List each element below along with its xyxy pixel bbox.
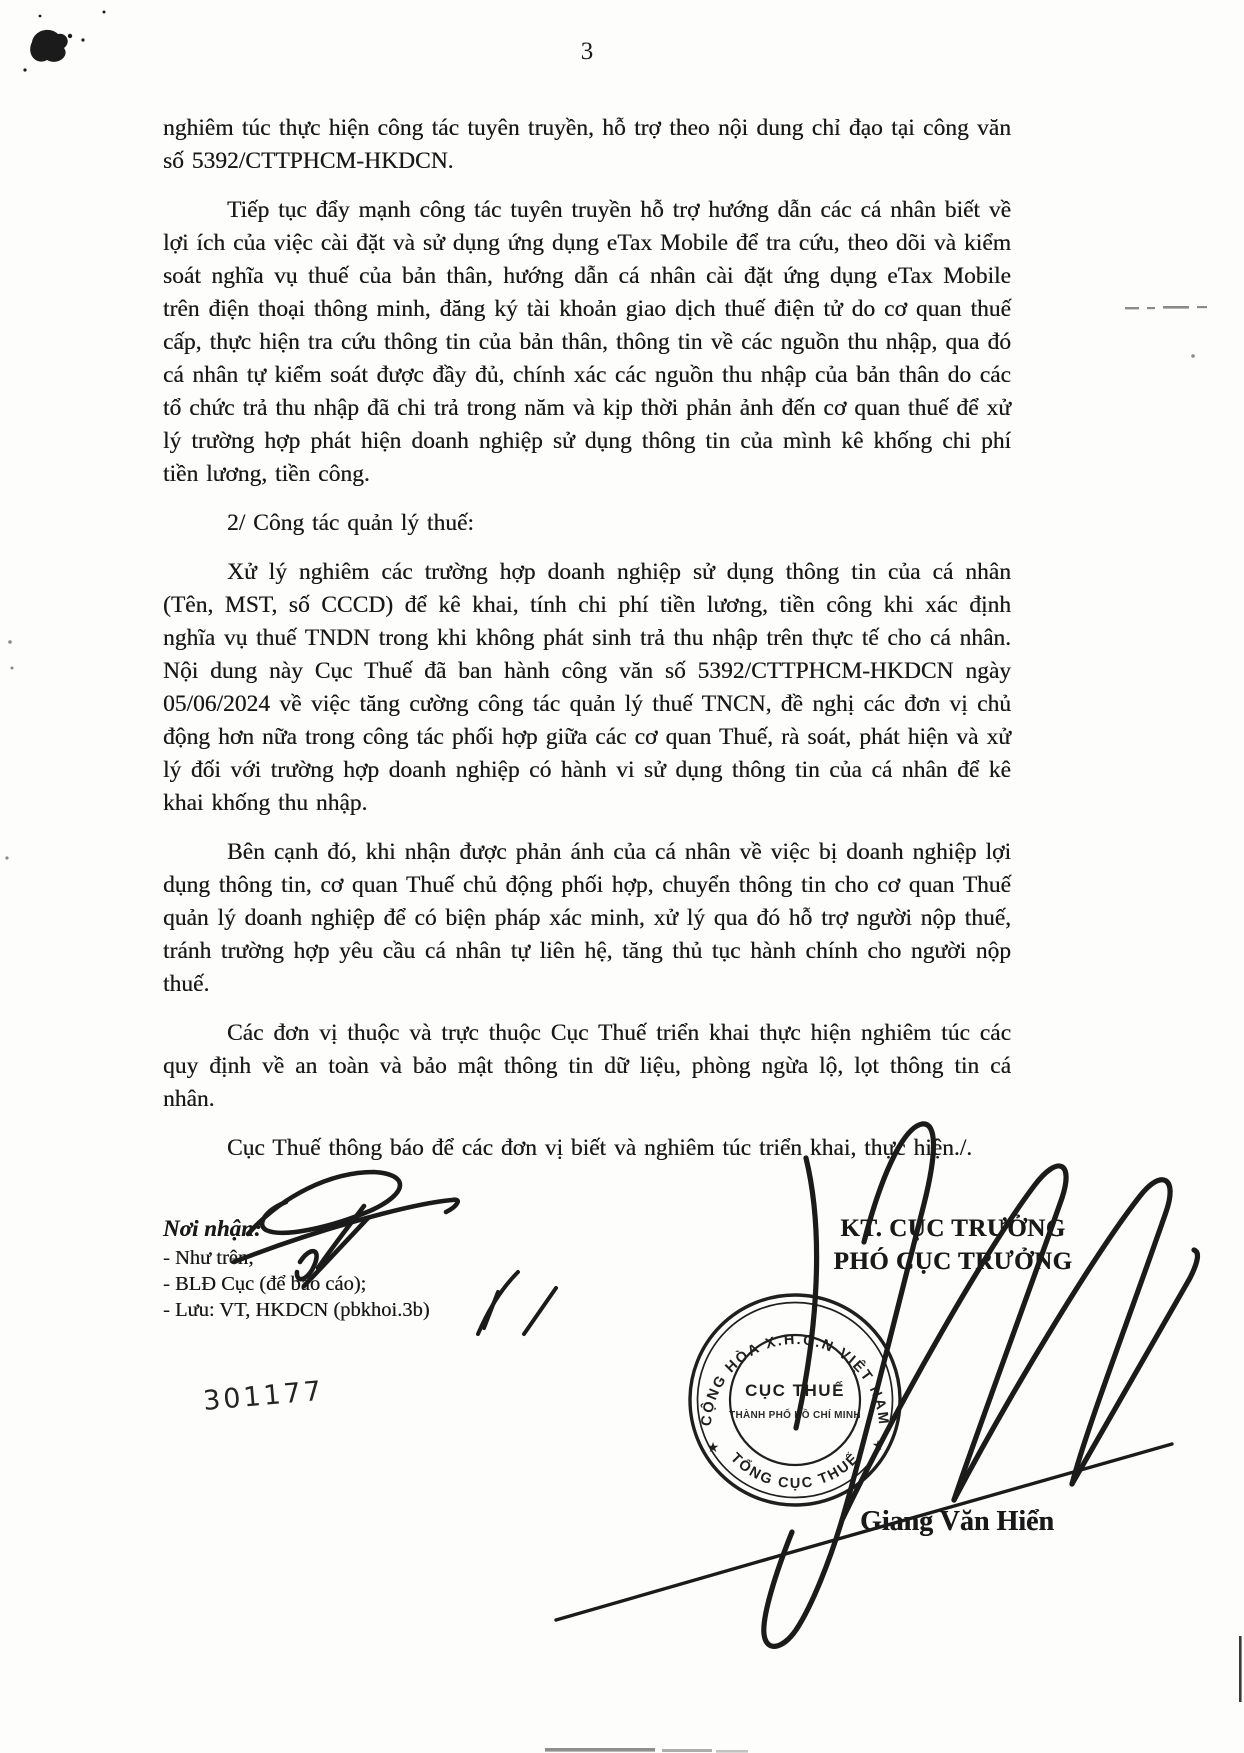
- recipient-item: - Như trên;: [163, 1247, 254, 1269]
- ink-blot-artifact: [23, 11, 105, 72]
- stamp-star-right: ★: [871, 1439, 885, 1454]
- paragraph-continuation: nghiêm túc thực hiện công tác tuyên truyền, hỗ trợ theo nội dung chỉ đạo tại công văn số 5392/CTTPHCM-HKDCN.: [163, 115, 1011, 174]
- official-stamp: [690, 1295, 900, 1505]
- stamp-star-left: ★: [706, 1441, 720, 1456]
- signer-title-line2: PHÓ CỤC TRƯỞNG: [833, 1248, 1073, 1275]
- signature-flourish: [556, 1124, 1197, 1646]
- letter-body: [163, 112, 1011, 1181]
- section-heading-tax-management: 2/ Công tác quản lý thuế:: [227, 510, 474, 536]
- paragraph-strict-handling: Xử lý nghiêm các trường hợp doanh nghiệp sử dụng thông tin của cá nhân (Tên, MST, số CCCD) để kê khai, tính chi phí tiền lương, tiền công khi xác định nghĩa vụ thuế TNDN trong khi không phát sinh trả thu nhập trên thực tế cho cá nhân. Nội dung này Cục Thuế đã ban hành công văn số 5392/CTTPHCM-HKDCN ngày 05/06/2024 về việc tăng cường công tác quản lý thuế TNCN, đề nghị các đơn vị chủ động hơn nữa trong công tác phối hợp giữa các cơ quan Thuế, rà soát, phát hiện và xử lý đối với trường hợp doanh nghiệp có hành vi sử dụng thông tin của cá nhân để kê khai khống thu nhập.: [163, 559, 1011, 816]
- handwritten-number: 301177: [201, 1375, 326, 1417]
- signer-name: Giang Văn Hiển: [860, 1506, 1054, 1537]
- recipients-block: [163, 1216, 583, 1323]
- recipients-label: Nơi nhận:: [163, 1216, 262, 1241]
- recipient-item: - BLĐ Cục (để báo cáo);: [163, 1273, 367, 1295]
- paragraph-etax-mobile: Tiếp tục đẩy mạnh công tác tuyên truyền hỗ trợ hướng dẫn các cá nhân biết về lợi ích của việc cài đặt và sử dụng ứng dụng eTax Mobile để tra cứu, theo dõi và kiểm soát nghĩa vụ thuế của bản thân, hướng dẫn cá nhân cài đặt ứng dụng eTax Mobile trên điện thoại thông minh, đăng ký tài khoản giao dịch thuế điện tử do cơ quan thuế cấp, thực hiện tra cứu thông tin của bản thân, thông tin về các nguồn thu nhập, qua đó cá nhân tự kiểm soát được đầy đủ, chính xác các nguồn thu nhập của bản thân do các tổ chức trả thu nhập đã chi trả trong năm và kịp thời phản ảnh đến cơ quan thuế để xử lý trường hợp phát hiện doanh nghiệp sử dụng thông tin của mình kê khống chi phí tiền lương, tiền công.: [163, 197, 1011, 487]
- page-number: 3: [580, 38, 594, 65]
- paragraph-closing: Cục Thuế thông báo để các đơn vị biết và nghiêm túc triển khai, thực hiện./.: [227, 1135, 973, 1161]
- svg-text:TỔNG CỤC THUẾ: [727, 1449, 863, 1492]
- signer-title-block: [772, 1212, 1134, 1278]
- stamp-center-line2: THÀNH PHỐ HỒ CHÍ MINH: [729, 1410, 861, 1421]
- stamp-center-line1: CỤC THUẾ: [745, 1381, 845, 1400]
- svg-text:CỘNG HÒA X.H.C.N VIỆT NAM: [698, 1332, 891, 1427]
- signer-title-line1: KT. CỤC TRƯỞNG: [840, 1215, 1066, 1242]
- stamp-arc-top-text: CỘNG HÒA X.H.C.N VIỆT NAM: [698, 1331, 892, 1427]
- paragraph-coordination: Bên cạnh đó, khi nhận được phản ánh của cá nhân về việc bị doanh nghiệp lợi dụng thông tin, cơ quan Thuế chủ động phối hợp, chuyển thông tin cho cơ quan Thuế quản lý doanh nghiệp để có biện pháp xác minh, xử lý qua đó hỗ trợ người nộp thuế, tránh trường hợp yêu cầu cá nhân tự liên hệ, tăng thủ tục hành chính cho người nộp thuế.: [163, 839, 1011, 997]
- paragraph-data-security: Các đơn vị thuộc và trực thuộc Cục Thuế triển khai thực hiện nghiêm túc các quy định về an toàn và bảo mật thông tin dữ liệu, phòng ngừa lộ, lọt thông tin cá nhân.: [163, 1020, 1011, 1112]
- recipient-item: - Lưu: VT, HKDCN (pbkhoi.3b): [163, 1299, 430, 1321]
- stamp-arc-bottom-text: TỔNG CỤC THUẾ: [727, 1450, 863, 1492]
